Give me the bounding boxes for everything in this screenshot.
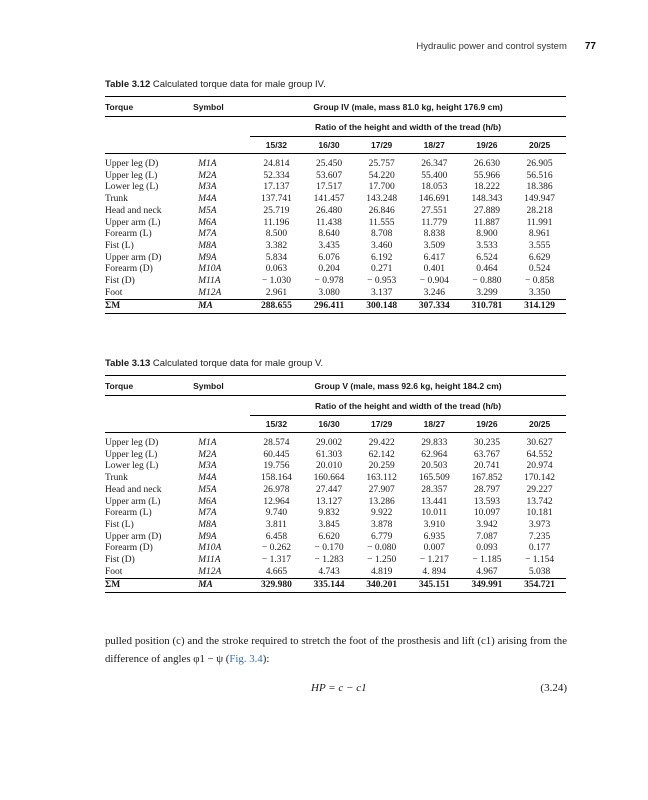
sum-value: 310.781 (461, 300, 514, 314)
torque-name: Upper arm (D) (105, 252, 162, 263)
torque-value: 18.386 (526, 182, 553, 193)
torque-name: Head and neck (105, 484, 162, 495)
table-row (105, 264, 566, 276)
torque-value: 5.038 (528, 566, 551, 577)
ratio-col-header: 18/27 (408, 416, 461, 433)
running-header (416, 41, 596, 52)
table-row (105, 218, 566, 230)
torque-symbol: M4A (198, 473, 217, 484)
torque-value: − 0.080 (367, 543, 397, 554)
torque-value: 53.607 (315, 170, 343, 181)
torque-value: 17.700 (368, 182, 395, 193)
torque-value: 13.441 (421, 496, 448, 507)
torque-value: 20.010 (315, 461, 343, 472)
torque-name: Upper arm (L) (105, 217, 161, 228)
ratio-col-header: 18/27 (408, 137, 461, 154)
torque-value: 26.846 (368, 205, 395, 216)
equation (105, 682, 567, 698)
torque-value: 64.552 (526, 449, 553, 460)
ratio-col-header: 16/30 (303, 137, 356, 154)
torque-value: 11.196 (263, 217, 290, 228)
torque-symbol: M12A (198, 287, 222, 298)
torque-value: 6.629 (528, 252, 551, 263)
torque-value: − 0.880 (472, 276, 502, 287)
paragraph-text-end: ): (262, 653, 270, 665)
torque-value: 3.910 (423, 519, 445, 530)
torque-value: 29.002 (315, 438, 343, 448)
table-row (105, 473, 566, 485)
table-row (105, 288, 566, 300)
running-title: Hydraulic power and control system (416, 41, 567, 52)
torque-value: 4. 894 (422, 566, 447, 577)
torque-value: 27.551 (421, 205, 448, 216)
paragraph-text: pulled position (c) and the stroke required to stretch the foot of the prosthesis and lift (c1) arising from the difference of angles φ1 − ψ ( (105, 635, 567, 665)
torque-value: 6.524 (476, 252, 498, 263)
torque-value: 9.740 (265, 508, 288, 519)
table-row (105, 555, 566, 567)
torque-value: 5.834 (265, 252, 288, 263)
torque-value: 12.964 (263, 496, 290, 507)
torque-value: − 0.978 (314, 276, 344, 287)
torque-value: 3.382 (265, 240, 288, 251)
torque-value: − 0.170 (314, 543, 344, 554)
torque-value: 26.978 (263, 484, 290, 495)
torque-value: 8.640 (318, 229, 340, 240)
torque-value: 3.973 (528, 519, 551, 530)
table-row (105, 532, 566, 544)
torque-value: 8.838 (423, 229, 445, 240)
table-title: Calculated torque data for male group V. (152, 358, 324, 369)
torque-value: 160.664 (313, 473, 345, 484)
torque-name: Upper arm (D) (105, 531, 162, 542)
table-row (105, 520, 566, 532)
torque-value: 18.222 (473, 182, 500, 193)
torque-value: 9.922 (370, 508, 393, 519)
torque-value: 26.347 (421, 159, 448, 169)
torque-value: 11.438 (316, 217, 342, 228)
torque-value: 3.299 (476, 287, 498, 298)
torque-symbol: M10A (198, 543, 222, 554)
table-row (105, 154, 566, 171)
torque-name: Upper leg (L) (105, 170, 158, 181)
torque-value: 0.093 (476, 543, 498, 554)
table-row (105, 543, 566, 555)
table-row (105, 182, 566, 194)
torque-symbol: M5A (198, 205, 217, 216)
torque-value: − 1.185 (472, 555, 502, 566)
torque-value: 2.961 (265, 287, 288, 298)
torque-symbol: M7A (198, 229, 217, 240)
ratio-col-header: 17/29 (355, 416, 408, 433)
torque-value: 28.574 (263, 438, 290, 448)
torque-value: 29.227 (526, 484, 553, 495)
torque-name: Forearm (D) (105, 264, 153, 275)
torque-value: 25.719 (263, 205, 290, 216)
torque-value: 11.555 (368, 217, 395, 228)
table-row (105, 241, 566, 253)
table-row (105, 194, 566, 206)
torque-value: 3.350 (528, 287, 551, 298)
torque-value: − 1.250 (367, 555, 397, 566)
torque-name: Foot (105, 287, 123, 298)
sum-label: ΣM (105, 579, 193, 593)
torque-value: 26.630 (473, 159, 500, 169)
table-row (105, 276, 566, 288)
group-header: Group V (male, mass 92.6 kg, height 184.2 cm) (250, 376, 566, 396)
table-title: Calculated torque data for male group IV. (152, 79, 326, 90)
torque-value: 20.974 (526, 461, 553, 472)
torque-value: 170.142 (524, 473, 556, 484)
table-3-13 (105, 358, 566, 593)
torque-value: 20.503 (421, 461, 448, 472)
torque-symbol: M8A (198, 240, 217, 251)
sum-value: 307.334 (408, 300, 461, 314)
torque-symbol: M11A (198, 555, 221, 566)
torque-name: Lower leg (L) (105, 461, 159, 472)
torque-value: 158.164 (260, 473, 292, 484)
torque-value: 61.303 (315, 449, 343, 460)
torque-value: 62.142 (368, 449, 395, 460)
torque-value: 55.400 (421, 170, 448, 181)
table-body (105, 433, 566, 593)
torque-name: Trunk (105, 473, 128, 484)
torque-name: Upper leg (L) (105, 449, 158, 460)
sum-value: 296.411 (303, 300, 356, 314)
torque-value: 17.517 (315, 182, 343, 193)
col-header-torque: Torque (105, 376, 193, 396)
torque-value: 30.627 (526, 438, 553, 448)
sum-row (105, 579, 566, 593)
body-paragraph (105, 632, 567, 668)
table-3-12 (105, 79, 566, 314)
torque-symbol: M2A (198, 170, 217, 181)
torque-value: 56.516 (526, 170, 553, 181)
torque-name: Fist (D) (105, 555, 135, 566)
torque-value: 52.334 (263, 170, 290, 181)
torque-value: 19.756 (263, 461, 290, 472)
torque-value: 13.593 (473, 496, 500, 507)
torque-name: Forearm (L) (105, 229, 152, 240)
torque-value: 6.779 (370, 531, 393, 542)
col-header-torque: Torque (105, 97, 193, 117)
torque-name: Forearm (L) (105, 508, 152, 519)
page-number: 77 (584, 41, 596, 52)
sum-value: 345.151 (408, 579, 461, 593)
torque-value: − 0.858 (525, 276, 555, 287)
torque-value: 27.447 (315, 484, 343, 495)
torque-value: 6.935 (423, 531, 445, 542)
torque-value: 137.741 (260, 194, 292, 205)
torque-value: 29.833 (421, 438, 448, 448)
torque-name: Fist (L) (105, 240, 134, 251)
torque-symbol: M3A (198, 461, 217, 472)
torque-value: 27.889 (473, 205, 500, 216)
torque-symbol: M2A (198, 449, 217, 460)
torque-value: 63.767 (473, 449, 500, 460)
torque-name: Forearm (D) (105, 543, 153, 554)
torque-name: Head and neck (105, 205, 162, 216)
torque-value: 3.533 (476, 240, 498, 251)
torque-value: 4.743 (318, 566, 340, 577)
col-header-symbol: Symbol (193, 97, 250, 117)
torque-value: − 1.154 (525, 555, 555, 566)
torque-value: 7.087 (476, 531, 498, 542)
torque-symbol: M11A (198, 276, 221, 287)
sum-value: 300.148 (355, 300, 408, 314)
ratio-col-header: 15/32 (250, 416, 303, 433)
table-row (105, 485, 566, 497)
torque-table (105, 96, 566, 314)
torque-value: 27.907 (368, 484, 395, 495)
torque-value: 10.011 (421, 508, 448, 519)
table-caption (105, 358, 566, 369)
torque-value: 13.127 (315, 496, 343, 507)
table-row (105, 497, 566, 509)
torque-value: 0.271 (370, 264, 393, 275)
torque-value: 3.555 (528, 240, 551, 251)
sum-label: ΣM (105, 300, 193, 314)
torque-value: 0.401 (423, 264, 445, 275)
torque-value: 0.177 (528, 543, 551, 554)
ratio-col-header: 20/25 (513, 137, 566, 154)
table-row (105, 461, 566, 473)
torque-value: 3.460 (370, 240, 393, 251)
table-row (105, 253, 566, 265)
sum-value: 335.144 (303, 579, 356, 593)
torque-value: 3.080 (318, 287, 340, 298)
table-row (105, 567, 566, 579)
torque-value: 20.259 (368, 461, 395, 472)
torque-value: 0.204 (318, 264, 340, 275)
col-header-symbol: Symbol (193, 376, 250, 396)
torque-name: Upper arm (L) (105, 496, 161, 507)
torque-name: Fist (L) (105, 519, 134, 530)
torque-symbol: M10A (198, 264, 222, 275)
torque-value: 24.814 (263, 159, 290, 169)
torque-name: Trunk (105, 194, 128, 205)
torque-value: 3.811 (265, 519, 287, 530)
table-caption (105, 79, 566, 90)
torque-value: 28.797 (473, 484, 500, 495)
ratio-col-header: 19/26 (461, 137, 514, 154)
torque-symbol: M8A (198, 519, 217, 530)
torque-name: Lower leg (L) (105, 182, 159, 193)
torque-value: 0.524 (528, 264, 551, 275)
torque-value: 7.235 (528, 531, 551, 542)
sum-symbol: MA (193, 579, 250, 593)
torque-value: 3.845 (318, 519, 340, 530)
torque-value: − 0.953 (367, 276, 397, 287)
torque-symbol: M4A (198, 194, 217, 205)
torque-value: 6.620 (318, 531, 340, 542)
torque-symbol: M9A (198, 531, 217, 542)
table-row (105, 171, 566, 183)
torque-value: 6.076 (318, 252, 340, 263)
torque-value: 0.464 (476, 264, 498, 275)
table-row (105, 450, 566, 462)
torque-symbol: M3A (198, 182, 217, 193)
torque-value: 4.665 (265, 566, 288, 577)
sum-row (105, 300, 566, 314)
torque-value: 11.991 (526, 217, 553, 228)
torque-value: 8.500 (265, 229, 288, 240)
torque-value: 6.192 (370, 252, 393, 263)
torque-value: 6.417 (423, 252, 445, 263)
torque-name: Foot (105, 566, 123, 577)
torque-value: 28.218 (526, 205, 553, 216)
group-header: Group IV (male, mass 81.0 kg, height 176.9 cm) (250, 97, 566, 117)
torque-value: 25.757 (368, 159, 395, 169)
torque-value: 29.422 (368, 438, 395, 448)
torque-value: 167.852 (471, 473, 503, 484)
table-label: Table 3.13 (105, 358, 151, 369)
table-label: Table 3.12 (105, 79, 151, 90)
torque-value: 62.964 (421, 449, 448, 460)
torque-name: Fist (D) (105, 276, 135, 287)
sum-value: 329.980 (250, 579, 303, 593)
torque-value: 13.286 (368, 496, 395, 507)
torque-value: − 1.283 (314, 555, 344, 566)
torque-value: 30.235 (473, 438, 500, 448)
torque-value: 3.878 (370, 519, 393, 530)
torque-value: 4.967 (476, 566, 498, 577)
ratio-col-header: 16/30 (303, 416, 356, 433)
torque-value: − 1.217 (419, 555, 449, 566)
sum-value: 354.721 (513, 579, 566, 593)
equation-expression: HP = c − c1 (311, 682, 367, 694)
torque-value: 18.053 (421, 182, 448, 193)
sum-symbol: MA (193, 300, 250, 314)
sum-value: 314.129 (513, 300, 566, 314)
torque-value: 17.137 (263, 182, 290, 193)
torque-value: 26.480 (315, 205, 343, 216)
sum-value: 288.655 (250, 300, 303, 314)
torque-value: 20.741 (473, 461, 500, 472)
torque-value: 146.691 (418, 194, 450, 205)
torque-value: 148.343 (471, 194, 503, 205)
torque-value: 8.708 (370, 229, 393, 240)
torque-value: 3.509 (423, 240, 445, 251)
equation-number: (3.24) (540, 682, 567, 694)
table-row (105, 433, 566, 450)
table-row (105, 206, 566, 218)
torque-value: 55.966 (473, 170, 500, 181)
torque-value: 8.961 (528, 229, 551, 240)
torque-value: 25.450 (315, 159, 343, 169)
torque-name: Upper leg (D) (105, 438, 159, 448)
torque-symbol: M9A (198, 252, 217, 263)
torque-value: 0.007 (423, 543, 445, 554)
torque-value: − 1.317 (261, 555, 291, 566)
torque-value: 8.900 (476, 229, 498, 240)
torque-value: 13.742 (526, 496, 553, 507)
ratio-header: Ratio of the height and width of the tread (h/b) (250, 396, 566, 416)
table-row (105, 229, 566, 241)
torque-value: 0.063 (265, 264, 288, 275)
ratio-header: Ratio of the height and width of the tread (h/b) (250, 117, 566, 137)
torque-value: − 1.030 (261, 276, 291, 287)
ratio-col-header: 19/26 (461, 416, 514, 433)
torque-symbol: M1A (198, 438, 217, 448)
torque-value: 141.457 (313, 194, 345, 205)
torque-value: 54.220 (368, 170, 395, 181)
torque-value: 3.942 (476, 519, 498, 530)
table-row (105, 508, 566, 520)
torque-value: 28.357 (421, 484, 448, 495)
torque-value: 60.445 (263, 449, 290, 460)
torque-value: 3.246 (423, 287, 445, 298)
torque-symbol: M5A (198, 484, 217, 495)
figure-link[interactable]: Fig. 3.4 (229, 653, 263, 665)
torque-symbol: M7A (198, 508, 217, 519)
torque-value: 163.112 (366, 473, 397, 484)
torque-value: 149.947 (524, 194, 556, 205)
torque-value: 6.458 (265, 531, 288, 542)
torque-symbol: M6A (198, 217, 217, 228)
torque-table (105, 375, 566, 593)
torque-value: 10.097 (473, 508, 500, 519)
torque-value: 10.181 (526, 508, 553, 519)
table-body (105, 154, 566, 314)
sum-value: 340.201 (355, 579, 408, 593)
torque-name: Upper leg (D) (105, 159, 159, 169)
torque-symbol: M6A (198, 496, 217, 507)
torque-symbol: M1A (198, 159, 217, 169)
torque-value: 3.435 (318, 240, 340, 251)
torque-value: − 0.262 (261, 543, 291, 554)
torque-value: 26.905 (526, 159, 553, 169)
torque-value: − 0.904 (419, 276, 449, 287)
ratio-col-header: 20/25 (513, 416, 566, 433)
ratio-col-header: 17/29 (355, 137, 408, 154)
ratio-col-header: 15/32 (250, 137, 303, 154)
torque-value: 165.509 (418, 473, 450, 484)
torque-value: 3.137 (370, 287, 393, 298)
torque-value: 11.887 (474, 217, 500, 228)
torque-value: 9.832 (318, 508, 340, 519)
torque-symbol: M12A (198, 566, 222, 577)
torque-value: 4.819 (370, 566, 393, 577)
torque-value: 143.248 (366, 194, 398, 205)
sum-value: 349.991 (461, 579, 514, 593)
torque-value: 11.779 (421, 217, 448, 228)
